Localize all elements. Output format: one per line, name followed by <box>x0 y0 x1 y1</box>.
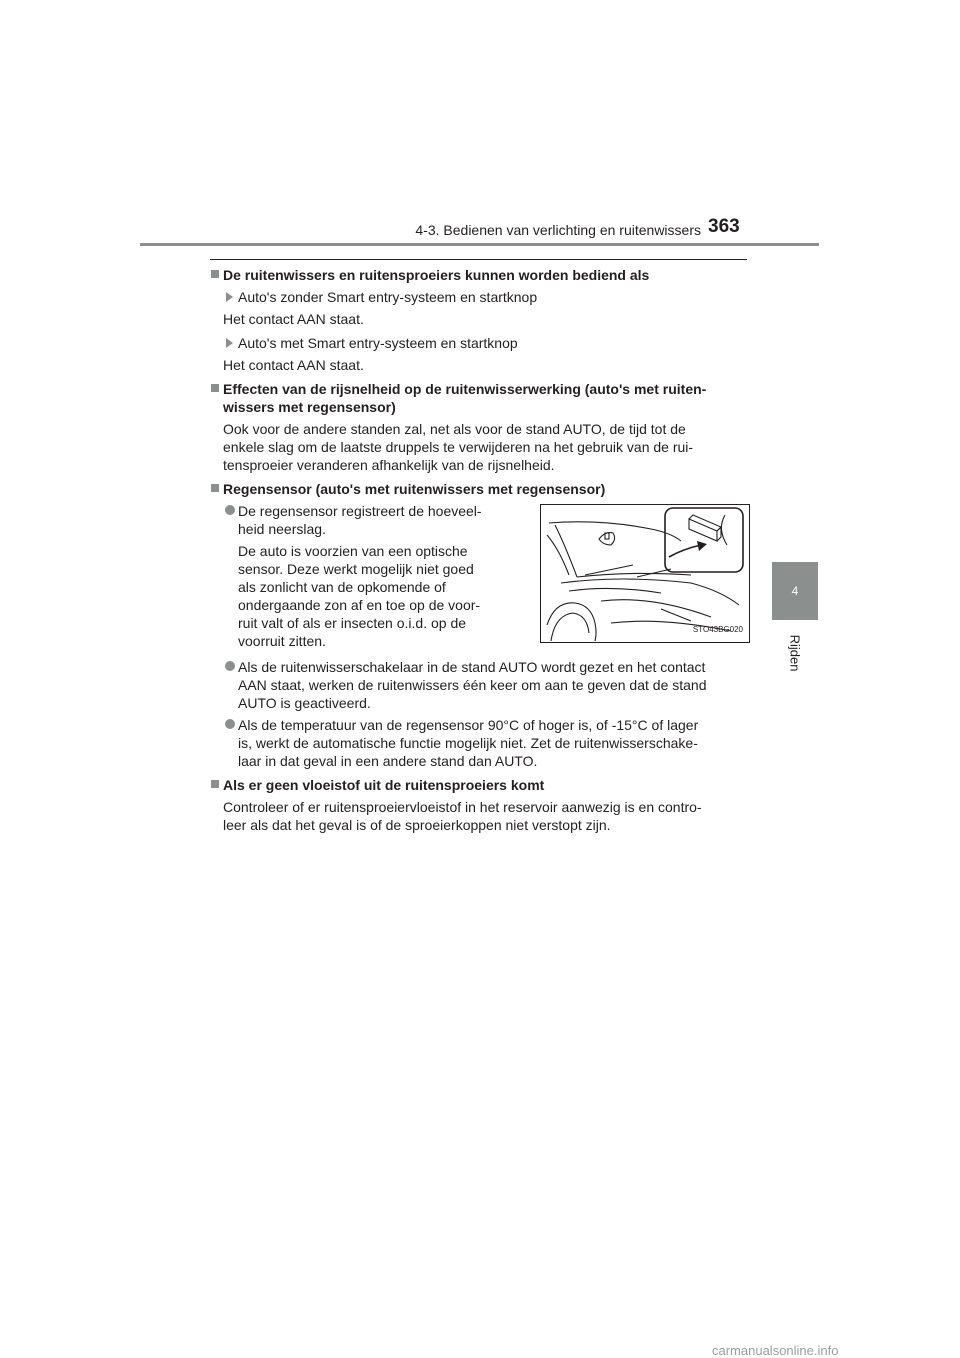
bullet-item: De regensensor registreert de hoeveel- heid neerslag. <box>210 502 492 538</box>
sensor-detail-top <box>689 515 721 531</box>
grille-line <box>661 609 691 621</box>
callout-arrow-line <box>669 545 701 557</box>
section-heading: Als er geen vloeistof uit de ruitensproeiers komt <box>210 776 750 794</box>
figure-row <box>210 502 750 654</box>
triangle-bullet-icon <box>226 338 233 348</box>
figure-text <box>210 502 492 654</box>
triangle-bullet-icon <box>226 292 233 302</box>
chapter-tab-label: Rijden <box>787 634 803 672</box>
wheel-arch-line <box>547 603 596 641</box>
content-rule <box>210 259 747 260</box>
a-pillar-line <box>547 535 569 575</box>
square-bullet-icon <box>211 780 219 788</box>
page-content <box>210 266 750 838</box>
sensor-detail-side <box>717 527 721 541</box>
condition-text: Het contact AAN staat. <box>223 357 364 373</box>
circle-bullet-icon <box>225 661 235 671</box>
circle-bullet-icon <box>225 505 235 515</box>
hood-crease-line <box>601 600 711 617</box>
hood-crease-line <box>569 588 661 593</box>
square-bullet-icon <box>211 484 219 492</box>
callout-arrowhead <box>697 541 707 551</box>
wheel-line <box>551 613 589 641</box>
section-body: Controleer of er ruitensproeiervloeistof in het reservoir aanwezig is en contro- leer als dat het geval is of de sproeierkoppen niet verstopt zijn. <box>223 799 702 833</box>
square-bullet-icon <box>211 270 219 278</box>
square-bullet-icon <box>211 384 219 392</box>
section-body: Ook voor de andere standen zal, net als voor de stand AUTO, de tijd tot de enkele slag om de laatste druppels te verwijderen na het gebruik van de rui- tensproeier veranderen afhankelijk van de rijsnelheid. <box>223 421 694 473</box>
chapter-title: 4-3. Bedienen van verlichting en ruitenwissers <box>415 222 701 238</box>
sensor-detail <box>689 519 717 541</box>
chapter-tab-number: 4 <box>791 584 799 598</box>
section-heading: De ruitenwissers en ruitensproeiers kunnen worden bediend als <box>210 266 750 284</box>
section-heading: Regensensor (auto's met ruitenwissers met regensensor) <box>210 480 750 498</box>
section-heading: Effecten van de rijsnelheid op de ruitenwisserwerking (auto's met ruiten- wissers met regensensor) <box>210 380 750 416</box>
bullet-item: Als de temperatuur van de regensensor 90°C of hoger is, of -15°C of lager is, werkt de automatische functie mogelijk niet. Zet de ruitenwisserschake- laar in dat geval in een andere stand dan AUTO. <box>210 716 750 770</box>
chapter-tab[interactable] <box>772 562 818 620</box>
condition-item: Auto's met Smart entry-systeem en startknop <box>210 334 750 352</box>
header-rule <box>140 243 819 246</box>
zoom-callout-box <box>665 508 743 572</box>
windshield-bottom-line <box>577 573 691 577</box>
watermark: carmanualsonline.info <box>712 1343 839 1358</box>
bullet-paragraph: De auto is voorzien van een optische sensor. Deze werkt mogelijk niet goed als zonlicht van de opkomende of ondergaande zon af en toe op de voor- ruit valt of als er insecten o.i.d. op de voorruit zitten. <box>238 543 481 649</box>
glass-edge-line <box>721 515 727 545</box>
page-number: 363 <box>708 216 740 237</box>
condition-item: Auto's zonder Smart entry-systeem en startknop <box>210 288 750 306</box>
figure-code: STO43BG020 <box>692 625 743 634</box>
condition-text: Het contact AAN staat. <box>223 311 364 327</box>
rain-sensor-illustration <box>540 504 750 643</box>
bullet-item: Als de ruitenwisserschakelaar in de stand AUTO wordt gezet en het contact AAN staat, werken de ruitenwissers één keer om aan te geven dat de stand AUTO is geactiveerd. <box>210 658 750 712</box>
circle-bullet-icon <box>225 719 235 729</box>
